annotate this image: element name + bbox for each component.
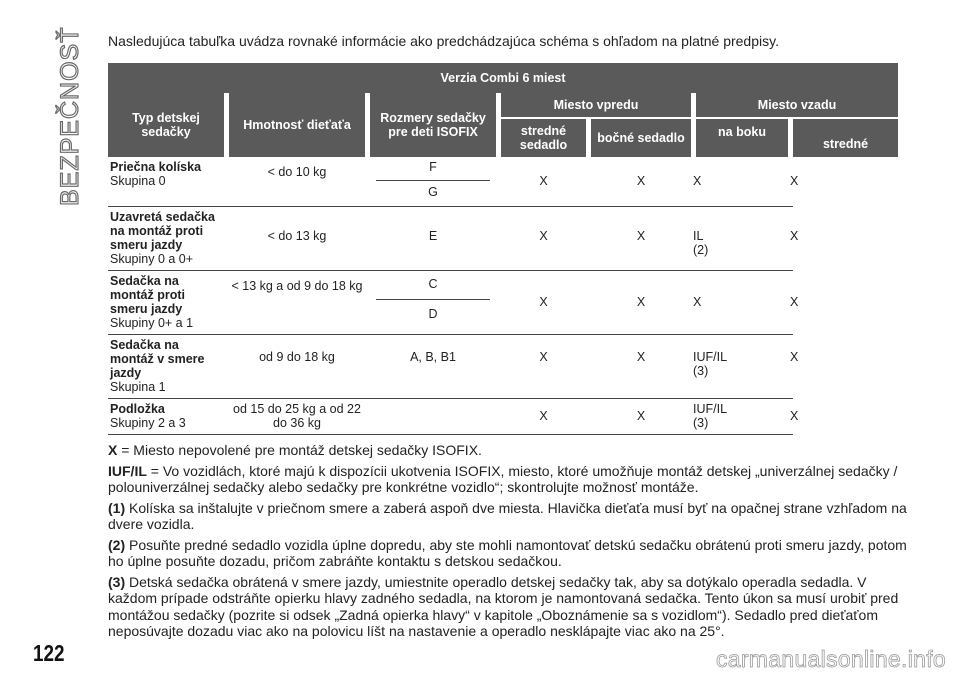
note-item: X = Miesto nepovolené pre montáž detskej sedačky ISOFIX. — [108, 442, 482, 458]
row-weight-cell: < do 13 kg — [229, 207, 365, 271]
row-rear-side-cell: IUF/IL (3) — [691, 399, 696, 435]
row-front-middle-cell: X — [501, 399, 586, 435]
col-rear-middle-header: stredné — [793, 117, 898, 157]
row-front-side-cell: X — [591, 335, 691, 399]
row-rear-side-cell: IL (2) — [691, 207, 696, 271]
col-front-header: Miesto vpredu — [501, 93, 691, 117]
row-front-middle-cell: X — [501, 157, 586, 207]
row-weight-cell: od 9 do 18 kg — [229, 335, 365, 399]
table-notes — [108, 442, 913, 644]
table-row — [108, 207, 898, 271]
note-item: (3) Detská sedačka obrátená v smere jazdy, umiestnite operadlo detskej sedačky tak, aby sa dotýkalo operadla sedadla. V každom prípade odstráňte opierku hlavy zadného sedadla, na ktorom je namontovaná sedačka. Tento úkon sa musí urobiť pred montážou sedačky (pozrite si odsek „Zadná opierka hlavy“ v kapitole „Oboznámenie sa s vozidlom“). Sedadlo pred dieťaťom neposúvajte dozadu viac ako na polovicu líšt na nastavenie a operadlo nesklápajte viac ako na 25°. — [108, 573, 899, 639]
col-front-middle-header: stredné sedadlo — [501, 117, 586, 157]
col-rear-header: Miesto vzadu — [696, 93, 898, 117]
row-isofix-cell: E — [370, 207, 496, 271]
row-isofix-cell: F G — [370, 157, 496, 207]
page-number: 122 — [33, 640, 65, 666]
row-front-side-cell: X — [591, 399, 691, 435]
table-row — [108, 157, 898, 207]
row-front-side-cell: X — [591, 157, 691, 207]
row-rear-side-cell: IUF/IL (3) — [691, 335, 696, 399]
note-item: (2) Posuňte predné sedadlo vozidla úplne dopredu, aby ste mohli namontovať detskú sedačku obrátenú proti smeru jazdy, potom ho úplne posuňte dozadu, pričom zabráňte kontaktu s detskou sedačkou. — [108, 536, 907, 569]
col-front-side-header: bočné sedadlo — [591, 117, 691, 157]
section-title: BEZPEČNOSŤ — [56, 26, 84, 206]
row-isofix-cell: C D — [370, 271, 496, 335]
col-weight-header: Hmotnosť dieťaťa — [229, 93, 365, 157]
row-front-middle-cell: X — [501, 207, 586, 271]
row-type-cell: Podložka Skupiny 2 a 3 — [108, 399, 224, 435]
col-rear-side-header: na boku — [696, 117, 788, 157]
watermark: carmanualsonline.info — [715, 646, 946, 672]
section-sidebar — [52, 28, 82, 208]
col-isofix-header: Rozmery sedačky pre deti ISOFIX — [370, 93, 496, 157]
isofix-table — [108, 63, 898, 435]
row-isofix-cell — [370, 399, 496, 435]
table-row — [108, 271, 898, 335]
col-type-header: Typ detskej sedačky — [108, 93, 224, 157]
row-weight-cell: < do 10 kg — [229, 157, 365, 207]
row-weight-cell: < 13 kg a od 9 do 18 kg — [229, 271, 365, 335]
row-front-side-cell: X — [591, 207, 691, 271]
row-rear-middle-cell: X — [788, 335, 793, 399]
note-item: IUF/IL = Vo vozidlách, ktoré majú k dispozícii ukotvenia ISOFIX, miesto, ktoré umožňuje montáž detskej „univerzálnej sedačky / polouniverzálnej sedačky alebo sedačky pre konkrétne vozidlo“; skontrolujte možnosť montáže. — [108, 462, 898, 495]
row-rear-middle-cell: X — [788, 271, 793, 335]
row-rear-side-cell: X — [691, 157, 696, 207]
row-front-middle-cell: X — [501, 271, 586, 335]
row-type-cell: Sedačka na montáž v smere jazdy Skupina 1 — [108, 335, 224, 399]
intro-paragraph: Nasledujúca tabuľka uvádza rovnaké informácie ako predchádzajúca schéma s ohľadom na platné predpisy. — [108, 33, 779, 49]
row-rear-middle-cell: X — [788, 157, 793, 207]
table-row — [108, 335, 898, 399]
row-type-cell: Uzavretá sedačka na montáž proti smeru jazdy Skupiny 0 a 0+ — [108, 207, 224, 271]
row-rear-middle-cell: X — [788, 207, 793, 271]
row-weight-cell: od 15 do 25 kg a od 22 do 36 kg — [229, 399, 365, 435]
row-front-middle-cell: X — [501, 335, 586, 399]
row-type-cell: Sedačka na montáž proti smeru jazdy Skupiny 0+ a 1 — [108, 271, 224, 335]
row-isofix-cell: A, B, B1 — [370, 335, 496, 399]
row-front-side-cell: X — [591, 271, 691, 335]
row-type-cell: Priečna kolíska Skupina 0 — [108, 157, 224, 207]
row-rear-side-cell: X — [691, 271, 696, 335]
note-item: (1) Kolíska sa inštalujte v priečnom smere a zaberá aspoň dve miesta. Hlavička dieťaťa musí byť na opačnej strane vzhľadom na dvere vozidla. — [108, 499, 907, 532]
row-rear-middle-cell: X — [788, 399, 793, 435]
table-version-header: Verzia Combi 6 miest — [108, 63, 898, 93]
table-row — [108, 399, 898, 435]
